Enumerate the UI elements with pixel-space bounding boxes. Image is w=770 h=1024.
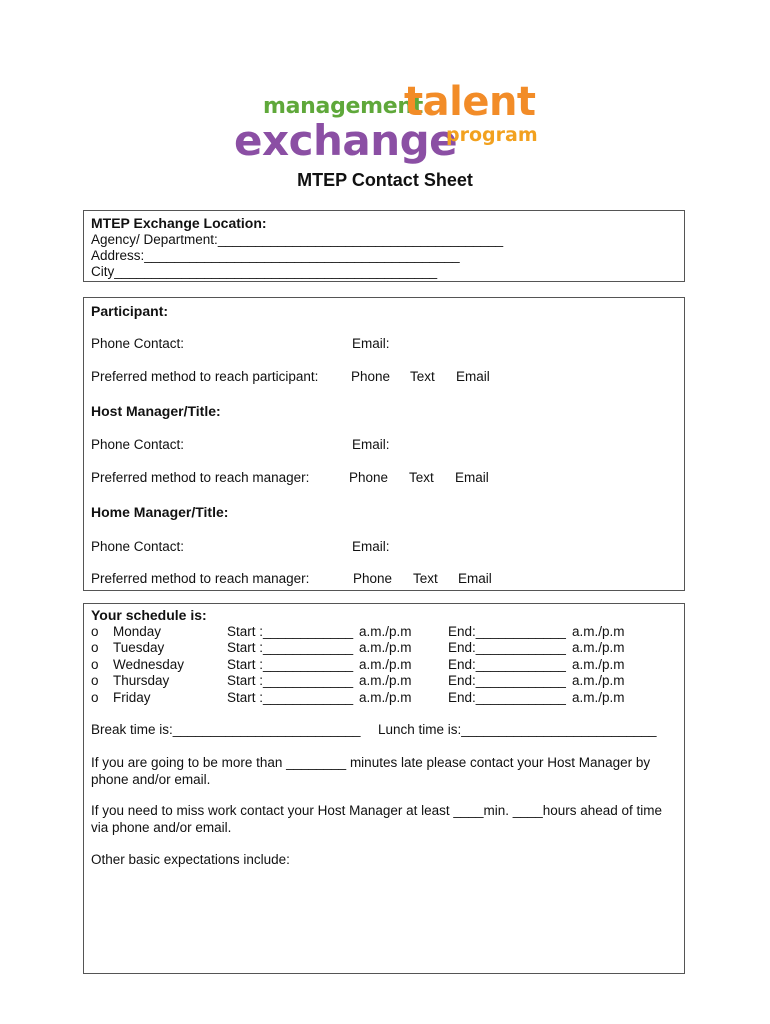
late-notice-line-2: phone and/or email.: [91, 772, 211, 787]
logo-word-program: program: [446, 124, 538, 146]
absence-notice-line-1: If you need to miss work contact your Host Manager at least ____min. ____hours ahead of time: [91, 803, 663, 818]
end-time-field[interactable]: End:____________: [448, 640, 566, 655]
end-time-field[interactable]: End:____________: [448, 624, 566, 639]
participant-email-field[interactable]: Email:: [352, 336, 390, 351]
start-ampm-label: a.m./p.m: [359, 624, 412, 639]
participant-phone-field[interactable]: Phone Contact:: [91, 336, 185, 351]
other-expectations-label: Other basic expectations include:: [91, 852, 290, 867]
end-ampm-label: a.m./p.m: [572, 624, 625, 639]
day-label: Thursday: [113, 673, 170, 688]
start-ampm-label: a.m./p.m: [359, 640, 412, 655]
bullet-icon: o: [91, 690, 99, 705]
home-option-text[interactable]: Text: [413, 571, 438, 586]
start-ampm-label: a.m./p.m: [359, 690, 412, 705]
program-logo: [0, 0, 770, 170]
location-heading: MTEP Exchange Location:: [91, 215, 267, 231]
host-email-field[interactable]: Email:: [352, 437, 390, 452]
participant-option-text[interactable]: Text: [410, 369, 435, 384]
end-ampm-label: a.m./p.m: [572, 673, 625, 688]
end-ampm-label: a.m./p.m: [572, 657, 625, 672]
participant-option-phone[interactable]: Phone: [351, 369, 391, 384]
host-option-text[interactable]: Text: [409, 470, 434, 485]
start-time-field[interactable]: Start :____________: [227, 673, 354, 688]
home-option-phone[interactable]: Phone: [353, 571, 393, 586]
logo-word-talent: talent: [404, 79, 536, 125]
host-preferred-label: Preferred method to reach manager:: [91, 470, 310, 485]
start-ampm-label: a.m./p.m: [359, 657, 412, 672]
host-option-email[interactable]: Email: [455, 470, 489, 485]
home-phone-field[interactable]: Phone Contact:: [91, 539, 185, 554]
host-phone-field[interactable]: Phone Contact:: [91, 437, 185, 452]
absence-notice-line-2: via phone and/or email.: [91, 820, 232, 835]
day-label: Monday: [113, 624, 162, 639]
address-field[interactable]: Address:__________________________________________: [91, 248, 460, 263]
lunch-time-field[interactable]: Lunch time is:__________________________: [378, 722, 657, 737]
participant-option-email[interactable]: Email: [456, 369, 490, 384]
bullet-icon: o: [91, 673, 99, 688]
day-label: Tuesday: [113, 640, 165, 655]
break-time-field[interactable]: Break time is:_________________________: [91, 722, 361, 737]
end-time-field[interactable]: End:____________: [448, 657, 566, 672]
home-preferred-label: Preferred method to reach manager:: [91, 571, 310, 586]
bullet-icon: o: [91, 657, 99, 672]
day-label: Friday: [113, 690, 151, 705]
start-time-field[interactable]: Start :____________: [227, 624, 354, 639]
day-label: Wednesday: [113, 657, 185, 672]
page-title: MTEP Contact Sheet: [297, 170, 473, 190]
agency-field[interactable]: Agency/ Department:______________________________________: [91, 232, 504, 247]
home-manager-heading: Home Manager/Title:: [91, 504, 229, 520]
bullet-icon: o: [91, 624, 99, 639]
start-ampm-label: a.m./p.m: [359, 673, 412, 688]
end-ampm-label: a.m./p.m: [572, 640, 625, 655]
late-notice-line-1: If you are going to be more than ________ minutes late please contact your Host Manager by: [91, 755, 651, 770]
host-manager-heading: Host Manager/Title:: [91, 403, 221, 419]
end-time-field[interactable]: End:____________: [448, 673, 566, 688]
end-ampm-label: a.m./p.m: [572, 690, 625, 705]
home-email-field[interactable]: Email:: [352, 539, 390, 554]
start-time-field[interactable]: Start :____________: [227, 640, 354, 655]
schedule-heading: Your schedule is:: [91, 607, 207, 623]
contacts-section: [83, 297, 685, 591]
bullet-icon: o: [91, 640, 99, 655]
logo-word-management: management: [263, 94, 423, 119]
schedule-section: [83, 603, 685, 974]
host-option-phone[interactable]: Phone: [349, 470, 389, 485]
logo-word-exchange: exchange: [234, 116, 458, 165]
participant-heading: Participant:: [91, 303, 169, 319]
start-time-field[interactable]: Start :____________: [227, 657, 354, 672]
end-time-field[interactable]: End:____________: [448, 690, 566, 705]
exchange-location-section: [83, 210, 685, 282]
start-time-field[interactable]: Start :____________: [227, 690, 354, 705]
home-option-email[interactable]: Email: [458, 571, 492, 586]
participant-preferred-label: Preferred method to reach participant:: [91, 369, 319, 384]
city-field[interactable]: City___________________________________________: [91, 264, 438, 279]
